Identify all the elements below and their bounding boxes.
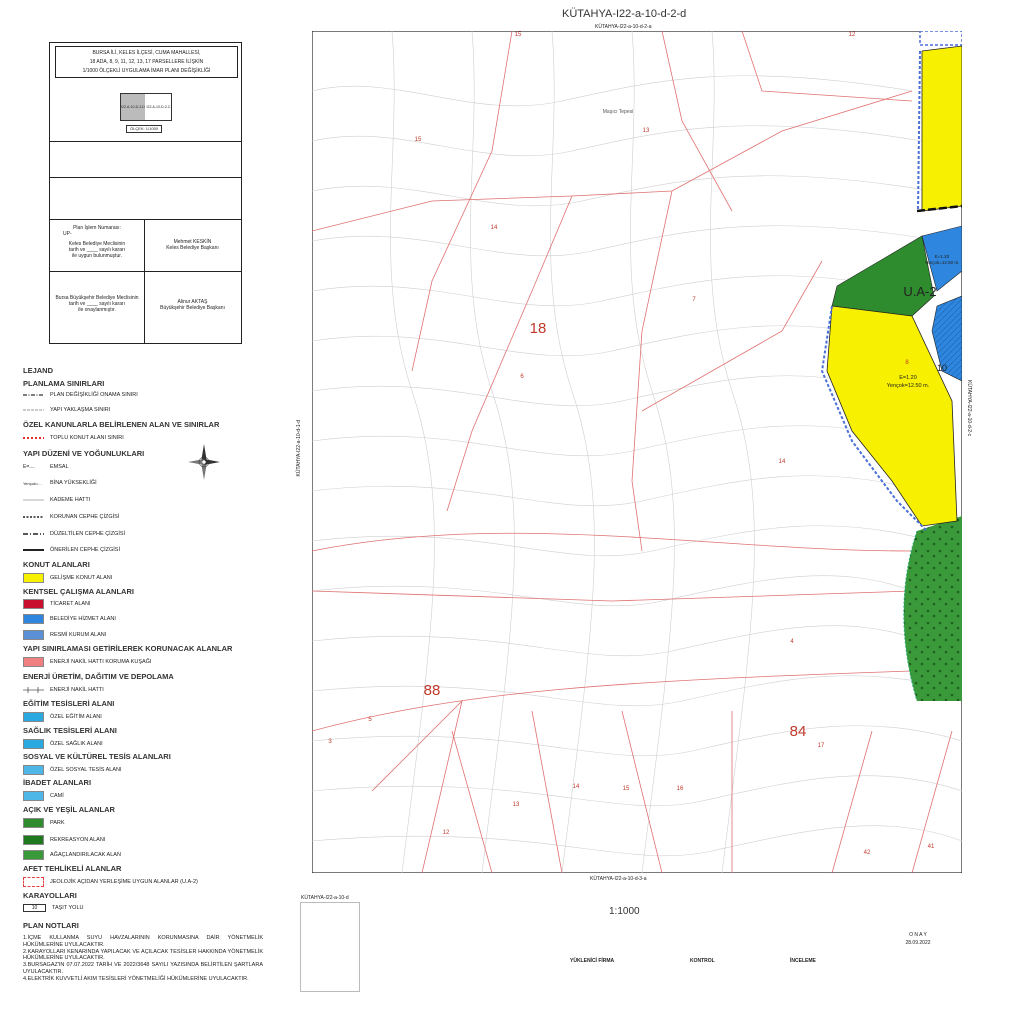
title-block — [49, 42, 242, 344]
legend-section-egitim: EĞİTİM TESİSLERİ ALANI — [23, 699, 115, 708]
kademe-line-icon — [23, 497, 44, 503]
parcel-label-15c: 15 — [622, 786, 630, 792]
legend-title: LEJAND — [23, 366, 54, 375]
legend-jeolojik: JEOLOJİK AÇIDAN YERLEŞİME UYGUN ALANLAR (U.A-2) — [23, 877, 198, 887]
sheet-index — [120, 93, 172, 121]
legend-section-planlama: PLANLAMA SINIRLARI — [23, 379, 105, 388]
approval-left-1: Plan İşlem Numarası: UP- Keles Belediye Meclisinin tarih ve ____ sayılı kararı ile uygun bulunmuştur. — [63, 225, 126, 259]
parcel-label-15b: 15 — [414, 137, 422, 143]
korunan-line-icon — [23, 514, 44, 520]
scale-label: ÖLÇEK: 1/1000 — [126, 125, 162, 133]
legend-section-sosyal: SOSYAL VE KÜLTÜREL TESİS ALANLARI — [23, 752, 171, 761]
saglik-swatch — [23, 739, 44, 749]
note-2: 2.KARAYOLLARI KENARINDA YAPILACAK VE AÇILACAK TESİSLER HAKKINDA YÖNETMELİK HÜKÜMLERİNE UYULACAKTIR. — [23, 948, 263, 962]
onay-date: 28.09.2022 — [905, 940, 931, 946]
note-1: 1.İÇME KULLANMA SUYU HAVZALARININ KORUNMASINA DAİR YÖNETMELİK HÜKÜMLERİNE UYULACAKTIR. — [23, 935, 263, 948]
north-arrow-icon — [186, 442, 222, 486]
cami-swatch — [23, 791, 44, 801]
legend-enh: ENERJİ NAKİL HATTI — [23, 687, 104, 693]
legend-resmi: RESMİ KURUM ALANI — [23, 630, 106, 640]
parcel-label-4: 4 — [790, 639, 794, 645]
legend-cami: CAMİ — [23, 791, 64, 801]
parcel-label-5: 5 — [368, 717, 372, 723]
parcel-label-6: 6 — [520, 374, 524, 380]
plan-notes — [23, 935, 263, 983]
legend-gelisme: GELİŞME KONUT ALANI — [23, 573, 112, 583]
title-vdivider-2 — [144, 271, 145, 343]
legend-section-ozel: ÖZEL KANUNLARLA BELİRLENEN ALAN VE SINIRLAR — [23, 420, 220, 429]
konut-yukseklik: Yençok=12.50 m. — [886, 383, 930, 389]
parcel-label-41: 41 — [927, 844, 935, 850]
approval-right-1: Mehmet KESKİN Keles Belediye Başkanı — [166, 239, 219, 251]
legend-park: PARK — [23, 818, 65, 828]
sheet-code-left: I22-A-10-D-2-D — [121, 94, 145, 120]
legend-tasit: 10 TAŞIT YOLU — [23, 904, 83, 912]
legend-korunan: KORUNAN CEPHE ÇİZGİSİ — [23, 514, 119, 520]
sosyal-swatch — [23, 765, 44, 775]
legend-section-yapi-sinir: YAPI SINIRLAMASI GETİRİLEREK KORUNACAK ALANLAR — [23, 644, 233, 653]
title-divider-2 — [50, 177, 241, 178]
parcel-label-14c: 14 — [572, 784, 580, 790]
project-title-box — [55, 46, 238, 78]
project-line-1: BURSA İLİ, KELES İLÇESİ, CUMA MAHALLESİ, — [92, 50, 201, 56]
legend-section-ibadet: İBADET ALANLARI — [23, 778, 92, 787]
parcel-label-3: 3 — [328, 739, 332, 745]
parcel-label-12a: 12 — [848, 32, 856, 38]
legend-belediye: BELEDİYE HİZMET ALANI — [23, 614, 116, 624]
legend-section-notlar: PLAN NOTLARI — [23, 921, 79, 930]
legend-section-konut: KONUT ALANLARI — [23, 560, 90, 569]
legend-ozel-sosyal: ÖZEL SOSYAL TESİS ALANI — [23, 765, 122, 775]
approval-right-2: Alinur AKTAŞ Büyükşehir Belediye Başkanı — [160, 299, 225, 311]
legend-agac: AĞAÇLANDIRILACAK ALAN — [23, 850, 121, 860]
title-divider-3 — [50, 219, 241, 220]
parcel-label-10: 10 — [936, 363, 948, 373]
hill-name: Maşıcı Tepesi — [602, 109, 634, 115]
title-divider-4 — [50, 271, 241, 272]
legend-section-karayol: KARAYOLLARI — [23, 891, 77, 900]
parcel-label-7: 7 — [692, 297, 696, 303]
sheet-right: KÜTAHYA-I22-a-10-d-2-c — [966, 380, 972, 437]
duzeltilen-line-icon — [23, 531, 44, 537]
legend-kademe: KADEME HATTI — [23, 497, 90, 503]
rekreasyon-swatch — [23, 835, 44, 845]
onerilen-line-icon — [23, 547, 44, 553]
yellow-konut-north — [918, 46, 962, 211]
konut-emsal: E=1.20 — [899, 375, 917, 381]
legend-section-yapi: YAPI DÜZENİ VE YOĞUNLUKLARI — [23, 449, 145, 458]
legend-ticaret: TİCARET ALANI — [23, 599, 91, 609]
legend-yukseklik: Yençok=... BİNA YÜKSEKLİĞİ — [23, 480, 97, 486]
sheet-bottom: KÜTAHYA-I22-a-10-d-3-a — [590, 876, 647, 882]
parcel-label-14b: 14 — [778, 459, 786, 465]
sheet-title: KÜTAHYA-I22-a-10-d-2-d — [562, 8, 687, 20]
resmi-swatch — [23, 630, 44, 640]
zone-label: U.A-2 — [903, 284, 937, 299]
legend-toplu-konut: TOPLU KONUT ALANI SINIRI — [23, 435, 124, 441]
agac-swatch — [23, 850, 44, 860]
block-label-18: 18 — [529, 320, 547, 337]
legend-ozel-saglik: ÖZEL SAĞLIK ALANI — [23, 739, 103, 749]
park-swatch — [23, 818, 44, 828]
project-line-3: 1/1000 ÖLÇEKLİ UYGULAMA İMAR PLANI DEĞİŞİKLİĞİ — [82, 68, 211, 74]
afet-swatch — [23, 877, 44, 887]
sheet-code-right: I22-A-10-D-2-C — [146, 105, 171, 109]
legend-section-kentsel: KENTSEL ÇALIŞMA ALANLARI — [23, 587, 134, 596]
legend-section-acik: AÇIK VE YEŞİL ALANLAR — [23, 805, 115, 814]
legend-section-afet: AFET TEHLİKELİ ALANLAR — [23, 864, 122, 873]
plan-sinir-line-icon — [23, 392, 44, 398]
title-vdivider-1 — [144, 219, 145, 271]
parcel-label-42: 42 — [863, 850, 871, 856]
enh-line-icon — [23, 687, 44, 693]
toplu-konut-line-icon — [23, 435, 44, 441]
title-divider-1 — [50, 141, 241, 142]
block-label-88: 88 — [423, 682, 441, 699]
sheet-left: KÜTAHYA-I22-a-10-d-1-d — [296, 420, 302, 477]
sheet-top-small: KÜTAHYA-I22-a-10-d-2-a — [595, 24, 652, 30]
legend-emsal: E=.... EMSAL — [23, 464, 69, 470]
sig-head-yuklenici: YÜKLENİCİ FİRMA — [570, 958, 615, 964]
parcel-label-15a: 15 — [514, 32, 522, 38]
belediye-swatch — [23, 614, 44, 624]
parcel-label-8: 8 — [905, 360, 909, 366]
yaklasma-line-icon — [23, 407, 44, 413]
inset-sheet: KÜTAHYA-I22-a-10-d — [300, 902, 360, 992]
parcel-label-13b: 13 — [512, 802, 520, 808]
note-3: 3.BURSAGAZ'IN 07.07.2022 TARİH VE 2022/3648 SAYILI YAZISINDA BELİRTİLEN ŞARTLARA UYULACAKTIR. — [23, 962, 263, 975]
note-4: 4.ELEKTRİK KUVVETLİ AKIM TESİSLERİ YÖNETMELİĞİ HÜKÜMLERİNE UYULACAKTIR. — [23, 975, 249, 982]
approval-left-2: Bursa Büyükşehir Belediye Meclisinin tarih ve ____ sayılı kararı ile onaylanmıştır. — [55, 295, 139, 313]
egitim-swatch — [23, 712, 44, 722]
map-scale: 1:1000 — [609, 906, 640, 917]
planning-map — [312, 31, 962, 873]
gelisme-swatch — [23, 573, 44, 583]
parcel-label-12b: 12 — [442, 830, 450, 836]
legend-section-enerji: ENERJİ ÜRETİM, DAĞITIM VE DEPOLAMA — [23, 672, 174, 681]
blue-emsal: E=1.20 — [934, 254, 950, 259]
legend-yaklasma: YAPI YAKLAŞMA SINIRI — [23, 407, 110, 413]
legend-section-saglik: SAĞLIK TESİSLERİ ALANI — [23, 726, 117, 735]
parcel-label-13a: 13 — [642, 128, 650, 134]
parcel-label-16: 16 — [676, 786, 684, 792]
sig-head-kontrol: KONTROL — [690, 958, 715, 964]
ticaret-swatch — [23, 599, 44, 609]
project-line-2: 18 ADA, 8, 9, 11, 12, 13, 17 PARSELLERE İLİŞKİN — [89, 59, 204, 65]
onay-label: O N A Y — [909, 932, 927, 938]
onay-block — [893, 932, 943, 946]
parcel-label-14a: 14 — [490, 225, 498, 231]
legend-duzeltilen: DÜZELTİLEN CEPHE ÇİZGİSİ — [23, 531, 125, 537]
parcel-label-17: 17 — [817, 743, 825, 749]
legend-enh-kusak: ENERJİ NAKİL HATTI KORUMA KUŞAĞI — [23, 657, 151, 667]
sig-head-inceleme: İNCELEME — [790, 958, 816, 964]
block-label-84: 84 — [789, 723, 807, 740]
legend-ozel-egitim: ÖZEL EĞİTİM ALANI — [23, 712, 102, 722]
legend-onerilen: ÖNERİLEN CEPHE ÇİZGİSİ — [23, 547, 120, 553]
legend-rekreasyon: REKREASYON ALANI — [23, 835, 105, 845]
legend-plan-sinir: PLAN DEĞİŞİKLİĞİ ONAMA SINIRI — [23, 392, 138, 398]
blue-yukseklik: Yençok=12.50 m. — [924, 260, 960, 265]
enh-kusak-swatch — [23, 657, 44, 667]
